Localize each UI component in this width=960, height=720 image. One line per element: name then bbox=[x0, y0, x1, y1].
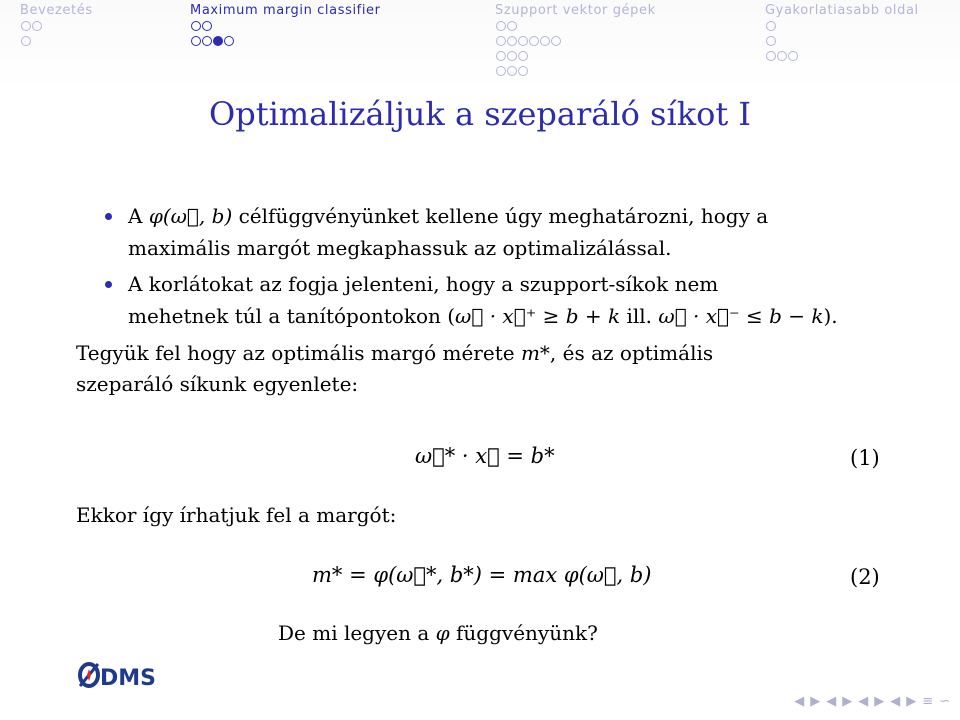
nav-frame-dot-icon[interactable] bbox=[507, 36, 517, 46]
nav-frame-dot-icon[interactable] bbox=[507, 21, 517, 31]
nav-section bbox=[190, 3, 381, 48]
nav-dot-row bbox=[21, 18, 93, 33]
nav-frame-dot-icon[interactable] bbox=[507, 51, 517, 61]
nav-dot-row bbox=[766, 48, 919, 63]
nav-frame-dot-icon[interactable] bbox=[529, 36, 539, 46]
bullet-item bbox=[76, 268, 906, 332]
text: szeparáló síkunk egyenlete: bbox=[76, 372, 359, 396]
nav-dot-row bbox=[191, 18, 381, 33]
nav-frame-dot-icon[interactable] bbox=[518, 66, 528, 76]
nav-section-title[interactable]: Szupport vektor gépek bbox=[495, 3, 656, 18]
text: függvényünk? bbox=[449, 621, 598, 645]
nav-frame-dot-icon[interactable] bbox=[224, 36, 234, 46]
math: ω⃗ · x⃗⁻ ≤ b − k bbox=[658, 304, 824, 328]
slide-body bbox=[76, 200, 906, 400]
text: maximális margót megkaphassuk az optimalizálással. bbox=[128, 236, 672, 260]
bullet-item bbox=[76, 200, 906, 264]
nav-dot-row bbox=[496, 18, 656, 33]
text: A korlátokat az fogja jelenteni, hogy a szupport-síkok nem bbox=[128, 272, 719, 296]
prev-section-icon[interactable]: ◀ bbox=[858, 694, 869, 709]
nav-dot-row bbox=[496, 48, 656, 63]
nav-frame-dot-icon[interactable] bbox=[496, 51, 506, 61]
slide-title: Optimalizáljuk a szeparáló síkot I bbox=[208, 95, 752, 133]
nav-dot-row bbox=[766, 18, 919, 33]
nav-frame-dot-icon[interactable] bbox=[21, 36, 31, 46]
dms-logo bbox=[78, 660, 168, 690]
text: ill. bbox=[620, 304, 659, 328]
equation-1-number: (1) bbox=[850, 446, 880, 470]
nav-frame-dot-icon[interactable] bbox=[32, 21, 42, 31]
nav-frame-dot-icon[interactable] bbox=[518, 36, 528, 46]
nav-section-title[interactable]: Gyakorlatiasabb oldal bbox=[765, 3, 919, 18]
next-part-icon[interactable]: ▶ bbox=[906, 694, 917, 709]
nav-dot-row bbox=[21, 33, 93, 48]
question-line bbox=[278, 621, 598, 645]
nav-frame-dot-icon[interactable] bbox=[551, 36, 561, 46]
nav-frame-dot-icon[interactable] bbox=[540, 36, 550, 46]
nav-frame-dot-icon[interactable] bbox=[213, 36, 223, 46]
nav-frame-dot-icon[interactable] bbox=[496, 36, 506, 46]
nav-frame-dot-icon[interactable] bbox=[191, 21, 201, 31]
nav-frame-dot-icon[interactable] bbox=[777, 51, 787, 61]
nav-frame-dot-icon[interactable] bbox=[507, 66, 517, 76]
text: célfüggvényünket kellene úgy meghatározni, hogy a bbox=[232, 204, 769, 228]
nav-dot-row bbox=[496, 33, 656, 48]
nav-frame-dot-icon[interactable] bbox=[496, 66, 506, 76]
text: , és az optimális bbox=[549, 341, 714, 365]
text: ). bbox=[823, 304, 838, 328]
search-icon[interactable]: ∽ bbox=[939, 694, 950, 709]
toc-icon[interactable]: ≡ bbox=[922, 694, 934, 709]
math: φ(ω⃗, b) bbox=[148, 204, 233, 228]
next-section-icon[interactable]: ▶ bbox=[874, 694, 885, 709]
nav-section-title[interactable]: Maximum margin classifier bbox=[190, 3, 381, 18]
math: m* bbox=[520, 341, 550, 365]
equation-2-number: (2) bbox=[850, 565, 880, 589]
prev-part-icon[interactable]: ◀ bbox=[890, 694, 901, 709]
nav-frame-dot-icon[interactable] bbox=[766, 21, 776, 31]
section-navigation bbox=[0, 0, 960, 90]
nav-dot-row bbox=[766, 33, 919, 48]
paragraph: Ekkor így írhatjuk fel a margót: bbox=[76, 503, 397, 527]
next-frame-icon[interactable]: ▶ bbox=[810, 694, 821, 709]
nav-frame-dot-icon[interactable] bbox=[21, 21, 31, 31]
equation-2: m* = φ(ω⃗*, b*) = max φ(ω⃗, b) bbox=[312, 563, 652, 587]
paragraph bbox=[76, 338, 906, 400]
nav-frame-dot-icon[interactable] bbox=[518, 51, 528, 61]
nav-section-title[interactable]: Bevezetés bbox=[20, 3, 93, 18]
math: ω⃗ · x⃗⁺ ≥ b + k bbox=[455, 304, 621, 328]
equation-1: ω⃗* · x⃗ = b* bbox=[415, 444, 555, 468]
text: De mi legyen a bbox=[278, 621, 436, 645]
prev-frame-icon[interactable]: ◀ bbox=[794, 694, 805, 709]
bullet-icon bbox=[105, 281, 112, 288]
nav-frame-dot-icon[interactable] bbox=[202, 21, 212, 31]
math: φ bbox=[435, 621, 450, 645]
text: mehetnek túl a tanítópontokon ( bbox=[128, 304, 456, 328]
text: Tegyük fel hogy az optimális margó mérete bbox=[76, 341, 521, 365]
nav-dot-row bbox=[496, 63, 656, 78]
logo-text: DMS bbox=[100, 666, 156, 690]
nav-section bbox=[495, 3, 656, 78]
bullet-icon bbox=[105, 213, 112, 220]
nav-frame-dot-icon[interactable] bbox=[788, 51, 798, 61]
nav-frame-dot-icon[interactable] bbox=[496, 21, 506, 31]
prev-subsection-icon[interactable]: ◀ bbox=[826, 694, 837, 709]
nav-frame-dot-icon[interactable] bbox=[202, 36, 212, 46]
text: A bbox=[128, 204, 149, 228]
nav-frame-dot-icon[interactable] bbox=[766, 36, 776, 46]
nav-section bbox=[20, 3, 93, 48]
beamer-controls bbox=[794, 694, 950, 709]
bullet-list bbox=[76, 200, 906, 332]
nav-dot-row bbox=[191, 33, 381, 48]
nav-section bbox=[765, 3, 919, 63]
next-subsection-icon[interactable]: ▶ bbox=[842, 694, 853, 709]
nav-frame-dot-icon[interactable] bbox=[191, 36, 201, 46]
logo-mark-icon bbox=[80, 664, 98, 686]
nav-frame-dot-icon[interactable] bbox=[766, 51, 776, 61]
